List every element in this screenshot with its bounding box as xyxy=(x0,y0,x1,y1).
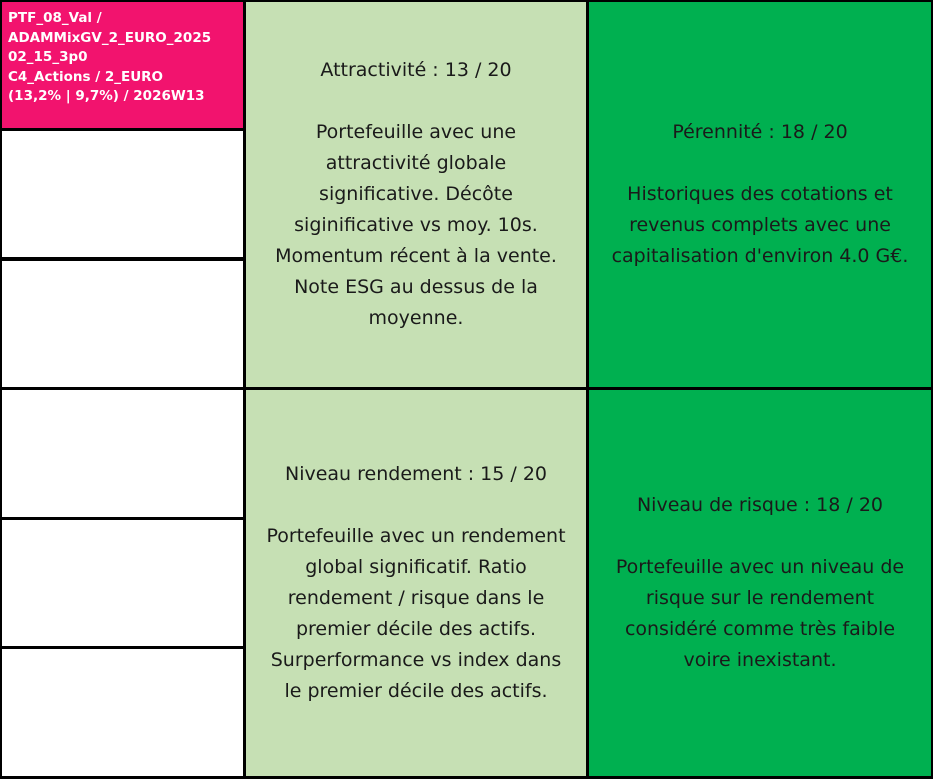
rendement-card xyxy=(246,390,586,776)
rendement-description xyxy=(266,521,565,707)
attractivite-card xyxy=(246,2,586,387)
description-line: revenus complets avec une xyxy=(629,214,891,236)
description-line: considéré comme très faible xyxy=(624,618,896,640)
description-line: significative. Décôte xyxy=(319,183,513,205)
description-line: Portefeuille avec un niveau de xyxy=(615,556,905,578)
risque-title: Niveau de risque : 18 / 20 xyxy=(636,494,884,516)
empty-cell xyxy=(2,131,243,257)
description-line: voire inexistant. xyxy=(683,649,837,671)
empty-cell xyxy=(2,520,243,646)
empty-cell xyxy=(2,390,243,517)
perennite-card xyxy=(589,2,931,387)
header-line: (13,2% | 9,7%) / 2026W13 xyxy=(8,88,205,105)
attractivite-description xyxy=(275,117,557,334)
description-line: premier décile des actifs. xyxy=(295,618,537,640)
perennite-description xyxy=(612,179,909,272)
description-line: global significatif. Ratio xyxy=(305,556,527,578)
description-line: Note ESG au dessus de la xyxy=(294,276,538,298)
description-line: moyenne. xyxy=(368,307,464,329)
description-line: risque sur le rendement xyxy=(645,587,875,609)
description-line: Portefeuille avec une xyxy=(315,121,517,143)
risque-card xyxy=(589,390,931,776)
description-line: capitalisation d'environ 4.0 G€. xyxy=(611,245,909,267)
description-line: Portefeuille avec un rendement xyxy=(266,525,566,547)
perennite-title: Pérennité : 18 / 20 xyxy=(672,121,848,143)
risque-description xyxy=(616,552,904,676)
header-line: ADAMMixGV_2_EURO_2025 xyxy=(8,29,212,46)
description-line: Historiques des cotations et xyxy=(627,183,893,205)
description-line: attractivité globale xyxy=(325,152,507,174)
portfolio-header xyxy=(2,2,243,128)
attractivite-title: Attractivité : 13 / 20 xyxy=(320,59,512,81)
empty-cell xyxy=(2,261,243,387)
rendement-title: Niveau rendement : 15 / 20 xyxy=(284,463,548,485)
empty-cell xyxy=(2,649,243,776)
header-line: 02_15_3p0 xyxy=(8,49,88,66)
description-line: Surperformance vs index dans xyxy=(270,649,562,671)
description-line: rendement / risque dans le xyxy=(287,587,545,609)
description-line: Momentum récent à la vente. xyxy=(275,245,557,267)
header-line: PTF_08_Val / xyxy=(8,10,102,26)
header-line: C4_Actions / 2_EURO xyxy=(8,68,164,85)
description-line: siginificative vs moy. 10s. xyxy=(294,214,538,236)
description-line: le premier décile des actifs. xyxy=(284,680,548,702)
